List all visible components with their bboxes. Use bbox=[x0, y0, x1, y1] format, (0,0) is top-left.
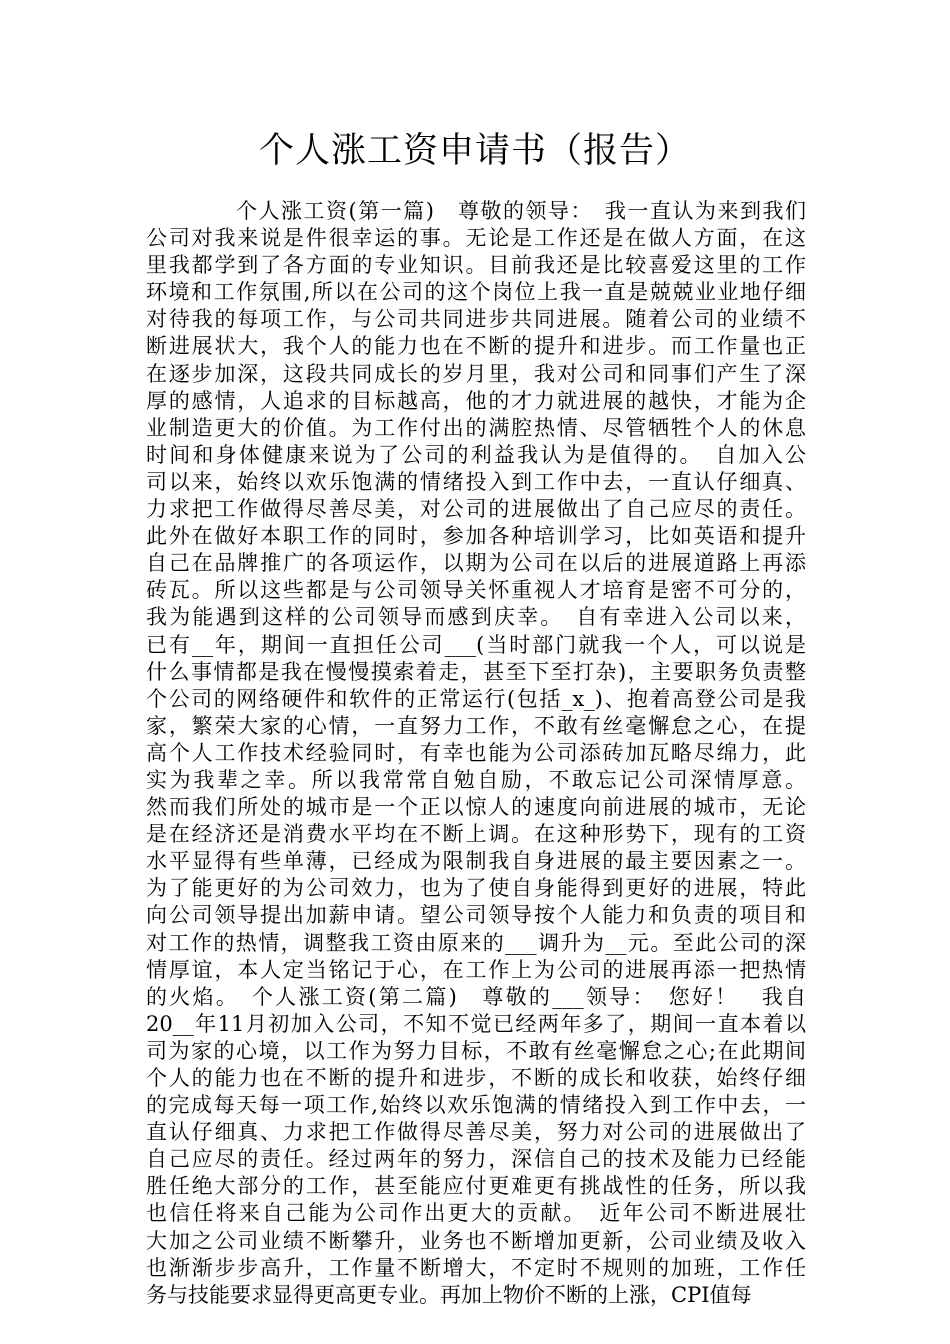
body-line: 向公司领导提出加薪申请。望公司领导按个人能力和负责的项目和 bbox=[146, 903, 806, 928]
body-line: 对待我的每项工作，与公司共同进步共同进展。随着公司的业绩不 bbox=[146, 307, 806, 332]
body-line: 公司对我来说是件很幸运的事。无论是工作还是在做人方面，在这 bbox=[146, 226, 806, 251]
body-line: 水平显得有些单薄，已经成为限制我自身进展的最主要因素之一。 bbox=[146, 849, 806, 874]
body-line: 自己应尽的责任。经过两年的努力，深信自己的技术及能力已经能 bbox=[146, 1147, 806, 1172]
body-line: 实为我辈之幸。所以我常常自勉自励，不敢忘记公司深情厚意。 bbox=[146, 767, 806, 792]
body-line: 家，繁荣大家的心情，一直努力工作，不敢有丝毫懈怠之心，在提 bbox=[146, 713, 806, 738]
body-line: 个人涨工资(第一篇) 尊敬的领导： 我一直认为来到我们 bbox=[146, 199, 806, 223]
body-line: 时间和身体健康来说为了公司的利益我认为是值得的。 自加入公 bbox=[146, 442, 806, 467]
body-line: 砖瓦。所以这些都是与公司领导关怀重视人才培育是密不可分的， bbox=[146, 578, 806, 603]
body-line: 司以来，始终以欢乐饱满的情绪投入到工作中去，一直认仔细真、 bbox=[146, 469, 806, 494]
body-line: 是在经济还是消费水平均在不断上调。在这种形势下，现有的工资 bbox=[146, 822, 806, 847]
body-line: 也信任将来自己能为公司作出更大的贡献。 近年公司不断进展壮 bbox=[146, 1201, 806, 1226]
body-line: 大加之公司业绩不断攀升，业务也不断增加更新，公司业绩及收入 bbox=[146, 1228, 806, 1253]
body-line: 也渐渐步步高升，工作量不断增大，不定时不规则的加班，工作任 bbox=[146, 1255, 806, 1280]
body-line: 司为家的心境，以工作为努力目标，不敢有丝毫懈怠之心;在此期间 bbox=[146, 1038, 806, 1063]
body-line: 对工作的热情，调整我工资由原来的___调升为__元。至此公司的深 bbox=[146, 930, 806, 955]
body-line: 在逐步加深，这段共同成长的岁月里，我对公司和同事们产生了深 bbox=[146, 361, 806, 386]
body-line: 个人的能力也在不断的提升和进步，不断的成长和收获，始终仔细 bbox=[146, 1066, 806, 1090]
body-line: 什么事情都是我在慢慢摸索着走，甚至下至打杂)，主要职务负责整 bbox=[146, 659, 806, 684]
body-line: 我为能遇到这样的公司领导而感到庆幸。 自有幸进入公司以来， bbox=[146, 605, 806, 630]
document-title: 个人涨工资申请书（报告） bbox=[258, 131, 691, 171]
body-line: 的火焰。 个人涨工资(第二篇) 尊敬的___领导： 您好！ 我自 bbox=[146, 984, 806, 1009]
body-line: 20__年11月初加入公司，不知不觉已经两年多了，期间一直本着以 bbox=[146, 1011, 806, 1036]
body-line: 的完成每天每一项工作,始终以欢乐饱满的情绪投入到工作中去，一 bbox=[146, 1093, 806, 1118]
body-line: 此外在做好本职工作的同时，参加各种培训学习，比如英语和提升 bbox=[146, 524, 806, 549]
body-line: 个公司的网络硬件和软件的正常运行(包括_x_)、抱着高登公司是我 bbox=[146, 686, 806, 711]
body-line: 环境和工作氛围,所以在公司的这个岗位上我一直是兢兢业业地仔细 bbox=[146, 280, 806, 305]
body-line: 力求把工作做得尽善尽美，对公司的进展做出了自己应尽的责任。 bbox=[146, 497, 806, 522]
body-line: 胜任绝大部分的工作，甚至能应付更难更有挑战性的任务，所以我 bbox=[146, 1174, 806, 1199]
body-line: 情厚谊，本人定当铭记于心，在工作上为公司的进展再添一把热情 bbox=[146, 957, 806, 982]
body-line: 厚的感情，人追求的目标越高，他的才力就进展的越快，才能为企 bbox=[146, 388, 806, 413]
body-line: 业制造更大的价值。为工作付出的满腔热情、尽管牺牲个人的休息 bbox=[146, 415, 806, 440]
body-line: 已有__年，期间一直担任公司___(当时部门就我一个人，可以说是 bbox=[146, 632, 806, 657]
body-line: 务与技能要求显得更高更专业。再加上物价不断的上涨，CPI值每 bbox=[146, 1282, 752, 1307]
body-line: 然而我们所处的城市是一个正以惊人的速度向前进展的城市，无论 bbox=[146, 795, 806, 820]
body-line: 断进展状大，我个人的能力也在不断的提升和进步。而工作量也正 bbox=[146, 334, 806, 359]
document-body bbox=[146, 198, 806, 1309]
body-line: 为了能更好的为公司效力，也为了使自身能得到更好的进展，特此 bbox=[146, 876, 806, 901]
body-line: 自己在品牌推广的各项运作，以期为公司在以后的进展道路上再添 bbox=[146, 551, 806, 576]
body-line: 里我都学到了各方面的专业知识。目前我还是比较喜爱这里的工作 bbox=[146, 253, 806, 278]
body-line: 高个人工作技术经验同时，有幸也能为公司添砖加瓦略尽绵力，此 bbox=[146, 740, 806, 765]
body-line: 直认仔细真、力求把工作做得尽善尽美，努力对公司的进展做出了 bbox=[146, 1120, 806, 1145]
